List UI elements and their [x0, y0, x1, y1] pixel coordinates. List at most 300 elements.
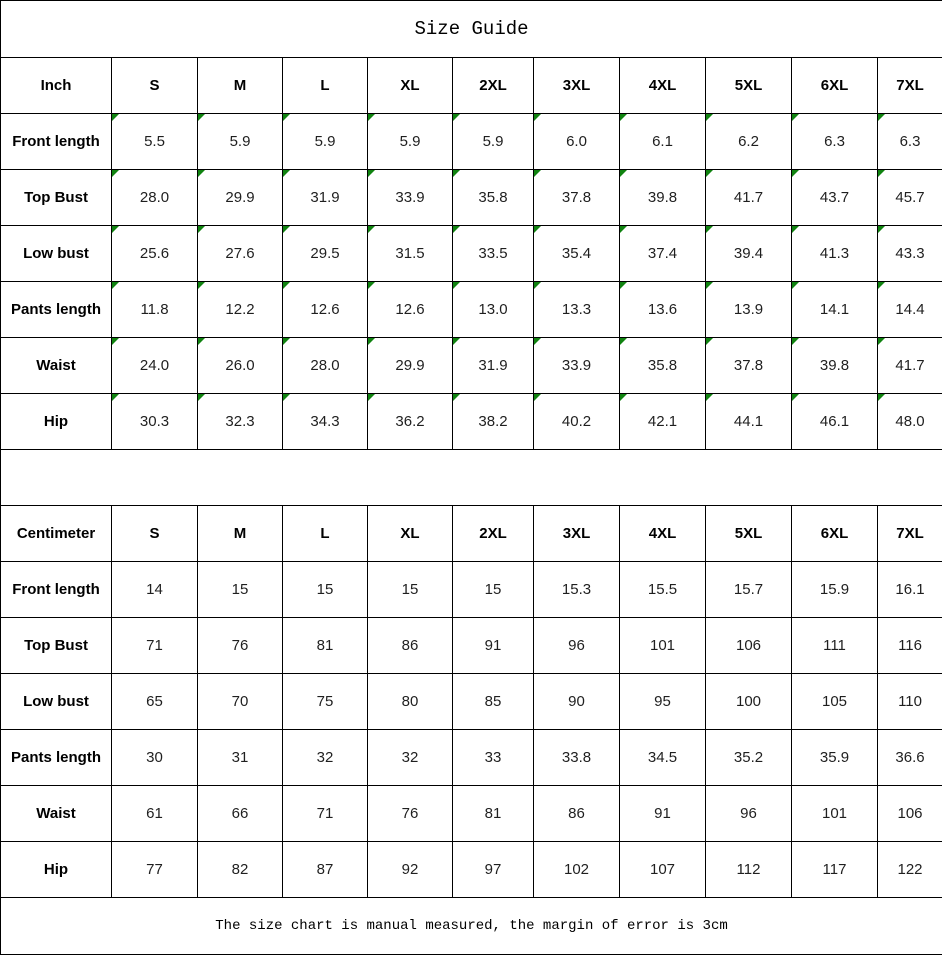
cell-error-flag-icon: [368, 114, 375, 121]
cell-error-flag-icon: [112, 394, 119, 401]
size-header-cell-3xl: 3XL: [534, 506, 620, 562]
cell-value: 81: [317, 637, 334, 654]
cell-error-flag-icon: [368, 170, 375, 177]
cell-error-flag-icon: [453, 170, 460, 177]
spacer-section: [1, 450, 942, 506]
cell-value: 110: [898, 693, 922, 710]
value-cell: [620, 786, 706, 842]
cell-error-flag-icon: [620, 226, 627, 233]
value-cell: [368, 226, 453, 282]
value-cell: [706, 730, 792, 786]
value-cell: [878, 842, 942, 898]
value-cell: [283, 394, 368, 450]
cell-value: 37.4: [648, 245, 677, 262]
cell-value: 25.6: [140, 245, 169, 262]
value-cell: [534, 618, 620, 674]
value-cell: [620, 730, 706, 786]
cell-value: 33.9: [562, 357, 591, 374]
cell-value: 31.9: [310, 189, 339, 206]
value-cell: [283, 618, 368, 674]
value-cell: [112, 226, 198, 282]
cell-value: 5.9: [400, 133, 421, 150]
value-cell: [368, 170, 453, 226]
cell-error-flag-icon: [112, 338, 119, 345]
cell-value: 66: [232, 805, 249, 822]
cell-value: 46.1: [820, 413, 849, 430]
cell-error-flag-icon: [283, 170, 290, 177]
row-label-cell: Hip: [1, 394, 112, 450]
cell-value: 112: [737, 861, 761, 878]
cell-value: 35.2: [734, 749, 763, 766]
value-cell: [620, 394, 706, 450]
value-cell: [112, 618, 198, 674]
value-cell: [198, 338, 283, 394]
value-cell: [198, 170, 283, 226]
cell-value: 87: [317, 861, 334, 878]
value-cell: [198, 618, 283, 674]
cell-error-flag-icon: [706, 338, 713, 345]
value-cell: [706, 338, 792, 394]
row-label-cell: Low bust: [1, 674, 112, 730]
cell-value: 76: [402, 805, 419, 822]
cell-error-flag-icon: [534, 282, 541, 289]
cell-value: 122: [898, 861, 923, 878]
cell-error-flag-icon: [534, 338, 541, 345]
cell-error-flag-icon: [620, 170, 627, 177]
value-cell: [706, 674, 792, 730]
cell-value: 86: [568, 805, 585, 822]
cell-error-flag-icon: [453, 338, 460, 345]
value-cell: [534, 338, 620, 394]
cell-error-flag-icon: [878, 114, 885, 121]
cell-value: 37.8: [562, 189, 591, 206]
value-cell: [878, 170, 942, 226]
cell-error-flag-icon: [453, 226, 460, 233]
cell-value: 35.8: [478, 189, 507, 206]
value-cell: [112, 282, 198, 338]
centimeter-measurement-row: [1, 786, 942, 842]
value-cell: [198, 730, 283, 786]
value-cell: [198, 842, 283, 898]
row-label-cell: Waist: [1, 786, 112, 842]
value-cell: [283, 338, 368, 394]
value-cell: [198, 114, 283, 170]
value-cell: [878, 226, 942, 282]
cell-value: 13.3: [562, 301, 591, 318]
cell-value: 29.9: [395, 357, 424, 374]
cell-error-flag-icon: [453, 394, 460, 401]
value-cell: [198, 282, 283, 338]
inch-measurement-row: [1, 394, 942, 450]
cell-value: 15.7: [734, 581, 763, 598]
cell-error-flag-icon: [198, 338, 205, 345]
value-cell: [368, 674, 453, 730]
value-cell: [283, 786, 368, 842]
cell-error-flag-icon: [878, 338, 885, 345]
cell-value: 13.0: [478, 301, 507, 318]
cell-value: 6.0: [566, 133, 587, 150]
cell-value: 101: [650, 637, 675, 654]
cell-value: 36.2: [395, 413, 424, 430]
size-header-cell-xl: XL: [368, 58, 453, 114]
cell-value: 31.5: [395, 245, 424, 262]
cell-error-flag-icon: [706, 114, 713, 121]
value-cell: [112, 562, 198, 618]
cell-value: 6.1: [652, 133, 673, 150]
row-label-cell: Hip: [1, 842, 112, 898]
cell-value: 12.2: [225, 301, 254, 318]
cell-error-flag-icon: [878, 282, 885, 289]
value-cell: [792, 338, 878, 394]
cell-error-flag-icon: [878, 170, 885, 177]
value-cell: [534, 674, 620, 730]
size-header-cell-m: M: [198, 506, 283, 562]
cell-value: 42.1: [648, 413, 677, 430]
value-cell: [368, 842, 453, 898]
footer-section: [1, 898, 942, 955]
size-header-cell-2xl: 2XL: [453, 58, 534, 114]
value-cell: [283, 842, 368, 898]
cell-value: 32: [317, 749, 334, 766]
cell-error-flag-icon: [112, 114, 119, 121]
value-cell: [620, 282, 706, 338]
unit-header-cell: Inch: [1, 58, 112, 114]
value-cell: [112, 730, 198, 786]
value-cell: [112, 674, 198, 730]
value-cell: [453, 786, 534, 842]
value-cell: [620, 674, 706, 730]
cell-value: 35.8: [648, 357, 677, 374]
cell-value: 82: [232, 861, 249, 878]
value-cell: [453, 562, 534, 618]
value-cell: [706, 170, 792, 226]
cell-error-flag-icon: [198, 282, 205, 289]
value-cell: [706, 562, 792, 618]
cell-value: 117: [823, 861, 847, 878]
cell-value: 31.9: [478, 357, 507, 374]
cell-value: 70: [232, 693, 249, 710]
value-cell: [620, 170, 706, 226]
value-cell: [620, 842, 706, 898]
cell-value: 95: [654, 693, 671, 710]
cell-error-flag-icon: [620, 338, 627, 345]
cell-value: 6.3: [900, 133, 921, 150]
cell-error-flag-icon: [706, 394, 713, 401]
cell-value: 13.9: [734, 301, 763, 318]
cell-value: 6.3: [824, 133, 845, 150]
cell-value: 97: [485, 861, 502, 878]
cell-value: 14: [146, 581, 163, 598]
cell-error-flag-icon: [534, 114, 541, 121]
cell-error-flag-icon: [878, 394, 885, 401]
cell-error-flag-icon: [706, 226, 713, 233]
inch-table-section: [1, 58, 942, 450]
value-cell: [368, 114, 453, 170]
cell-error-flag-icon: [368, 338, 375, 345]
inch-measurement-row: [1, 170, 942, 226]
value-cell: [534, 730, 620, 786]
cell-error-flag-icon: [368, 394, 375, 401]
cell-value: 33.9: [395, 189, 424, 206]
page-title: Size Guide: [1, 1, 942, 58]
cell-value: 15: [232, 581, 249, 598]
value-cell: [878, 114, 942, 170]
cell-value: 44.1: [734, 413, 763, 430]
cell-value: 96: [568, 637, 585, 654]
value-cell: [283, 114, 368, 170]
value-cell: [534, 786, 620, 842]
row-label-cell: Pants length: [1, 730, 112, 786]
cell-value: 15: [317, 581, 334, 598]
cell-error-flag-icon: [792, 170, 799, 177]
cell-error-flag-icon: [792, 226, 799, 233]
cell-value: 65: [146, 693, 163, 710]
row-label-cell: Top Bust: [1, 170, 112, 226]
size-header-cell-l: L: [283, 58, 368, 114]
cell-value: 11.8: [140, 301, 168, 318]
title-section: [1, 1, 942, 58]
cell-value: 36.6: [895, 749, 924, 766]
cell-value: 40.2: [562, 413, 591, 430]
value-cell: [534, 394, 620, 450]
cell-value: 116: [898, 637, 922, 654]
row-label-cell: Front length: [1, 562, 112, 618]
centimeter-measurement-row: [1, 842, 942, 898]
inch-measurement-row: [1, 226, 942, 282]
value-cell: [453, 842, 534, 898]
cell-value: 15.5: [648, 581, 677, 598]
cell-error-flag-icon: [198, 114, 205, 121]
value-cell: [453, 226, 534, 282]
cell-value: 34.3: [310, 413, 339, 430]
cell-value: 28.0: [140, 189, 169, 206]
value-cell: [368, 618, 453, 674]
cell-error-flag-icon: [878, 226, 885, 233]
table-spacer-row: [1, 450, 942, 506]
cell-value: 35.4: [562, 245, 591, 262]
value-cell: [453, 282, 534, 338]
cell-value: 32.3: [225, 413, 254, 430]
cell-value: 111: [823, 637, 846, 654]
cell-value: 106: [736, 637, 761, 654]
value-cell: [620, 226, 706, 282]
cell-value: 96: [740, 805, 757, 822]
cell-value: 105: [822, 693, 847, 710]
value-cell: [878, 730, 942, 786]
value-cell: [534, 170, 620, 226]
value-cell: [368, 394, 453, 450]
cell-error-flag-icon: [534, 170, 541, 177]
cell-error-flag-icon: [198, 394, 205, 401]
value-cell: [534, 562, 620, 618]
cell-error-flag-icon: [112, 170, 119, 177]
cell-value: 100: [736, 693, 761, 710]
centimeter-measurement-row: [1, 674, 942, 730]
value-cell: [112, 170, 198, 226]
cell-value: 5.9: [315, 133, 336, 150]
size-header-cell-4xl: 4XL: [620, 506, 706, 562]
cell-error-flag-icon: [112, 282, 119, 289]
value-cell: [453, 730, 534, 786]
value-cell: [283, 562, 368, 618]
cell-value: 29.9: [225, 189, 254, 206]
cell-error-flag-icon: [534, 226, 541, 233]
value-cell: [112, 786, 198, 842]
value-cell: [792, 842, 878, 898]
cell-value: 39.4: [734, 245, 763, 262]
cell-value: 31: [232, 749, 249, 766]
cell-value: 81: [485, 805, 502, 822]
centimeter-header-row: [1, 506, 942, 562]
cell-value: 14.4: [895, 301, 924, 318]
cell-value: 85: [485, 693, 502, 710]
cell-error-flag-icon: [792, 282, 799, 289]
value-cell: [198, 674, 283, 730]
cell-error-flag-icon: [283, 394, 290, 401]
cell-value: 43.3: [895, 245, 924, 262]
cell-error-flag-icon: [112, 226, 119, 233]
size-header-cell-5xl: 5XL: [706, 58, 792, 114]
cell-value: 43.7: [820, 189, 849, 206]
value-cell: [453, 674, 534, 730]
cell-value: 28.0: [310, 357, 339, 374]
cell-value: 41.3: [820, 245, 849, 262]
cell-value: 15.9: [820, 581, 849, 598]
value-cell: [283, 282, 368, 338]
cell-value: 16.1: [895, 581, 924, 598]
value-cell: [706, 226, 792, 282]
cell-error-flag-icon: [792, 338, 799, 345]
value-cell: [792, 562, 878, 618]
cell-value: 32: [402, 749, 419, 766]
value-cell: [878, 674, 942, 730]
cell-value: 92: [402, 861, 419, 878]
value-cell: [792, 618, 878, 674]
value-cell: [368, 730, 453, 786]
value-cell: [792, 114, 878, 170]
inch-measurement-row: [1, 338, 942, 394]
value-cell: [534, 114, 620, 170]
value-cell: [283, 226, 368, 282]
value-cell: [878, 338, 942, 394]
size-header-cell-2xl: 2XL: [453, 506, 534, 562]
cell-value: 33: [485, 749, 502, 766]
value-cell: [368, 562, 453, 618]
size-header-cell-m: M: [198, 58, 283, 114]
size-header-cell-4xl: 4XL: [620, 58, 706, 114]
value-cell: [792, 786, 878, 842]
value-cell: [878, 786, 942, 842]
cell-error-flag-icon: [198, 170, 205, 177]
value-cell: [878, 394, 942, 450]
cell-value: 80: [402, 693, 419, 710]
cell-value: 12.6: [395, 301, 424, 318]
value-cell: [198, 394, 283, 450]
row-label-cell: Low bust: [1, 226, 112, 282]
value-cell: [112, 114, 198, 170]
cell-error-flag-icon: [534, 394, 541, 401]
size-header-cell-s: S: [112, 58, 198, 114]
cell-value: 48.0: [895, 413, 924, 430]
value-cell: [283, 170, 368, 226]
value-cell: [792, 730, 878, 786]
value-cell: [620, 114, 706, 170]
value-cell: [453, 338, 534, 394]
cell-value: 15.3: [562, 581, 591, 598]
size-header-cell-3xl: 3XL: [534, 58, 620, 114]
cell-error-flag-icon: [283, 338, 290, 345]
row-label-cell: Front length: [1, 114, 112, 170]
cell-error-flag-icon: [198, 226, 205, 233]
cell-value: 15: [485, 581, 502, 598]
value-cell: [112, 394, 198, 450]
value-cell: [878, 282, 942, 338]
cell-error-flag-icon: [620, 114, 627, 121]
value-cell: [620, 618, 706, 674]
cell-value: 6.2: [738, 133, 759, 150]
inch-measurement-row: [1, 282, 942, 338]
value-cell: [112, 338, 198, 394]
value-cell: [792, 282, 878, 338]
cell-value: 71: [146, 637, 163, 654]
value-cell: [534, 226, 620, 282]
cell-value: 39.8: [820, 357, 849, 374]
value-cell: [198, 786, 283, 842]
value-cell: [368, 338, 453, 394]
cell-value: 5.5: [144, 133, 165, 150]
title-row: [1, 1, 942, 58]
value-cell: [706, 114, 792, 170]
value-cell: [878, 618, 942, 674]
cell-value: 86: [402, 637, 419, 654]
value-cell: [878, 562, 942, 618]
cell-value: 5.9: [483, 133, 504, 150]
cell-value: 30.3: [140, 413, 169, 430]
size-header-cell-l: L: [283, 506, 368, 562]
value-cell: [453, 394, 534, 450]
cell-value: 27.6: [225, 245, 254, 262]
value-cell: [620, 562, 706, 618]
cell-error-flag-icon: [620, 282, 627, 289]
cell-value: 45.7: [895, 189, 924, 206]
cell-error-flag-icon: [453, 114, 460, 121]
cell-error-flag-icon: [283, 282, 290, 289]
value-cell: [368, 786, 453, 842]
value-cell: [792, 394, 878, 450]
cell-value: 75: [317, 693, 334, 710]
size-header-cell-s: S: [112, 506, 198, 562]
cell-value: 107: [650, 861, 675, 878]
value-cell: [706, 842, 792, 898]
cell-value: 90: [568, 693, 585, 710]
value-cell: [534, 282, 620, 338]
cell-value: 91: [485, 637, 502, 654]
value-cell: [283, 674, 368, 730]
cell-error-flag-icon: [453, 282, 460, 289]
cell-value: 26.0: [225, 357, 254, 374]
cell-value: 71: [317, 805, 334, 822]
row-label-cell: Pants length: [1, 282, 112, 338]
size-header-cell-6xl: 6XL: [792, 506, 878, 562]
value-cell: [198, 226, 283, 282]
cell-value: 76: [232, 637, 249, 654]
size-header-cell-xl: XL: [368, 506, 453, 562]
row-label-cell: Waist: [1, 338, 112, 394]
cell-error-flag-icon: [368, 282, 375, 289]
value-cell: [283, 730, 368, 786]
value-cell: [620, 338, 706, 394]
cell-value: 35.9: [820, 749, 849, 766]
